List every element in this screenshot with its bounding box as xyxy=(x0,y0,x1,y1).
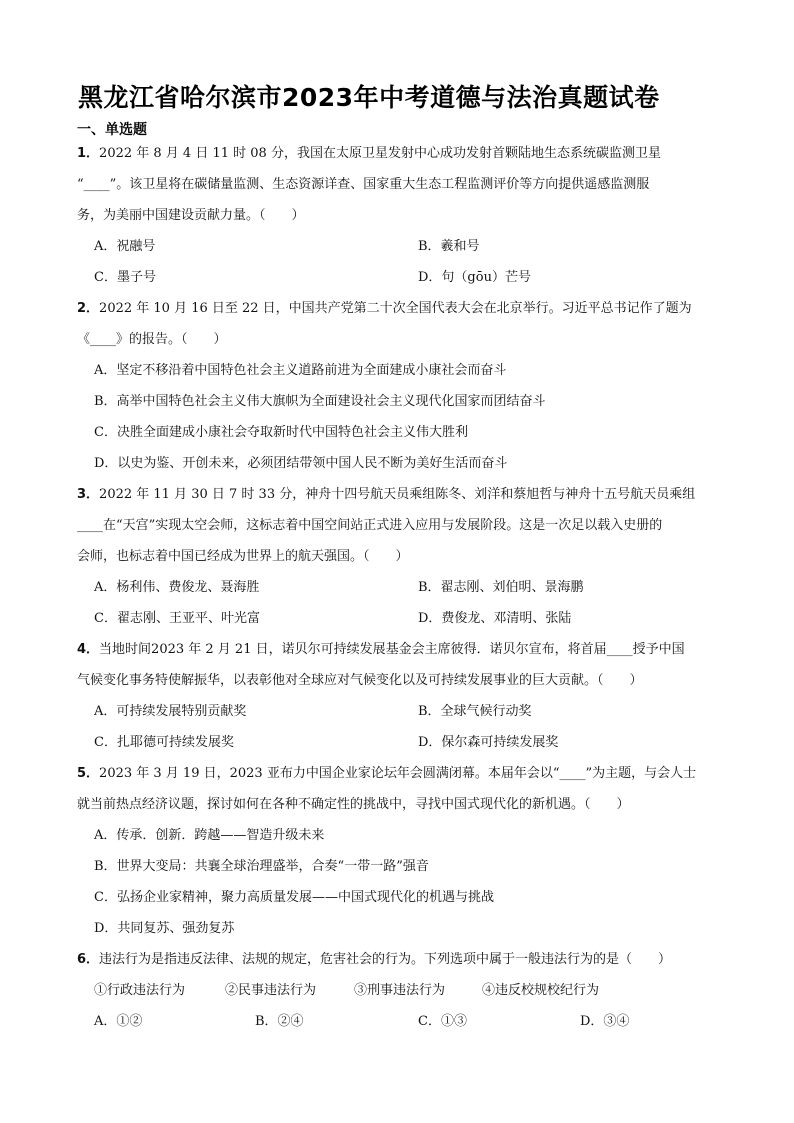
options-row xyxy=(77,572,747,603)
option-d: D．以史为鉴、开创未来，必须团结带领中国人民不断为美好生活而奋斗 xyxy=(94,456,508,471)
question-line xyxy=(77,634,747,665)
option-a: A．坚定不移沿着中国特色社会主义道路前进为全面建成小康社会而奋斗 xyxy=(94,363,507,378)
option-d: D．共同复苏、强劲复苏 xyxy=(94,921,235,936)
question-number: 2． xyxy=(77,301,100,316)
option-a: A．祝融号 xyxy=(94,239,156,254)
option-b: B．翟志刚、刘伯明、景海鹏 xyxy=(418,580,584,595)
question-2 xyxy=(77,293,747,479)
question-text: 务，为美丽中国建设贡献力量。（ ） xyxy=(77,208,305,223)
option-a: A．杨利伟、费俊龙、聂海胜 xyxy=(94,580,260,595)
question-1 xyxy=(77,138,747,293)
statement-4: ④违反校规校纪行为 xyxy=(482,983,600,998)
page-title: 黑龙江省哈尔滨市2023年中考道德与法治真题试卷 xyxy=(78,83,660,112)
option-b: B．全球气候行动奖 xyxy=(418,704,532,719)
question-text: 2023 年 3 月 19 日，2023 亚布力中国企业家论坛年会圆满闭幕。本届年会以“____”为主题，与会人士 xyxy=(99,766,697,781)
question-line xyxy=(77,944,747,975)
options-row xyxy=(77,727,747,758)
options-row xyxy=(77,448,747,479)
option-b: B．世界大变局：共襄全球治理盛举，合奏“一带一路”强音 xyxy=(94,859,429,874)
option-d: D．费俊龙、邓清明、张陆 xyxy=(418,611,572,626)
question-text: “____”。该卫星将在碳储量监测、生态资源详查、国家重大生态工程监测评价等方向提供遥感监测服 xyxy=(77,177,650,192)
question-text: 2022 年 8 月 4 日 11 时 08 分，我国在太原卫星发射中心成功发射首颗陆地生态系统碳监测卫星 xyxy=(99,146,661,161)
question-text: 就当前热点经济议题，探讨如何在各种不确定性的挑战中，寻找中国式现代化的新机遇。（ ） xyxy=(77,797,630,812)
question-number: 1． xyxy=(77,146,100,161)
options-row xyxy=(77,820,747,851)
options-row xyxy=(77,851,747,882)
option-a: A．①② xyxy=(94,1014,143,1029)
option-a: A．可持续发展特别贡献奖 xyxy=(94,704,247,719)
question-line xyxy=(77,479,747,510)
option-c: C．决胜全面建成小康社会夺取新时代中国特色社会主义伟大胜利 xyxy=(94,425,468,440)
options-row xyxy=(77,386,747,417)
question-text: 当地时间2023 年 2 月 21 日，诺贝尔可持续发展基金会主席彼得．诺贝尔宣布，将首届____授予中国 xyxy=(99,642,685,657)
statements-row xyxy=(77,975,747,1006)
question-text: ____在“天宫”实现太空会师，这标志着中国空间站正式进入应用与发展阶段。这是一次足以载入史册的 xyxy=(77,518,663,533)
option-b: B．羲和号 xyxy=(418,239,480,254)
options-row xyxy=(77,1006,747,1037)
options-row xyxy=(77,696,747,727)
options-row xyxy=(77,417,747,448)
option-b: B．高举中国特色社会主义伟大旗帜为全面建设社会主义现代化国家而团结奋斗 xyxy=(94,394,546,409)
question-text: 会师，也标志着中国已经成为世界上的航天强国。（ ） xyxy=(77,549,409,564)
question-number: 5． xyxy=(77,766,100,781)
question-text: 2022 年 11 月 30 日 7 时 33 分，神舟十四号航天员乘组陈冬、刘洋和蔡旭哲与神舟十五号航天员乘组 xyxy=(99,487,696,502)
question-line xyxy=(77,758,747,789)
option-d: D．③④ xyxy=(580,1014,630,1029)
statement-3: ③刑事违法行为 xyxy=(354,983,446,998)
options-row xyxy=(77,262,747,293)
option-c: C．①③ xyxy=(418,1014,467,1029)
statement-1: ①行政违法行为 xyxy=(94,983,186,998)
option-b: B．②④ xyxy=(255,1014,304,1029)
options-row xyxy=(77,355,747,386)
option-c: C．翟志刚、王亚平、叶光富 xyxy=(94,611,260,626)
option-d: D．保尔森可持续发展奖 xyxy=(418,735,559,750)
option-c: C．墨子号 xyxy=(94,270,156,285)
option-d: D．句（gōu）芒号 xyxy=(418,270,531,285)
question-5 xyxy=(77,758,747,944)
question-list xyxy=(77,138,747,1037)
question-6 xyxy=(77,944,747,1037)
question-text: 《____》的报告。（ ） xyxy=(77,332,227,347)
question-number: 3． xyxy=(77,487,100,502)
options-row xyxy=(77,603,747,634)
question-3 xyxy=(77,479,747,634)
options-row xyxy=(77,913,747,944)
question-number: 4． xyxy=(77,642,100,657)
options-row xyxy=(77,231,747,262)
question-text: 违法行为是指违反法律、法规的规定，危害社会的行为。下列选项中属于一般违法行为的是（ ） xyxy=(99,952,672,967)
options-row xyxy=(77,882,747,913)
question-text: 气候变化事务特使解振华，以表彰他对全球应对气候变化以及可持续发展事业的巨大贡献。（ ） xyxy=(77,673,643,688)
question-number: 6． xyxy=(77,952,100,967)
option-c: C．扎耶德可持续发展奖 xyxy=(94,735,234,750)
option-a: A．传承．创新．跨越——智造升级未来 xyxy=(94,828,325,843)
question-line xyxy=(77,293,747,324)
option-c: C．弘扬企业家精神，聚力高质量发展——中国式现代化的机遇与挑战 xyxy=(94,890,494,905)
question-text: 2022 年 10 月 16 日至 22 日，中国共产党第二十次全国代表大会在北京举行。习近平总书记作了题为 xyxy=(99,301,692,316)
section-heading: 一、单选题 xyxy=(77,122,147,138)
statement-2: ②民事违法行为 xyxy=(225,983,317,998)
question-line xyxy=(77,138,747,169)
question-4 xyxy=(77,634,747,758)
